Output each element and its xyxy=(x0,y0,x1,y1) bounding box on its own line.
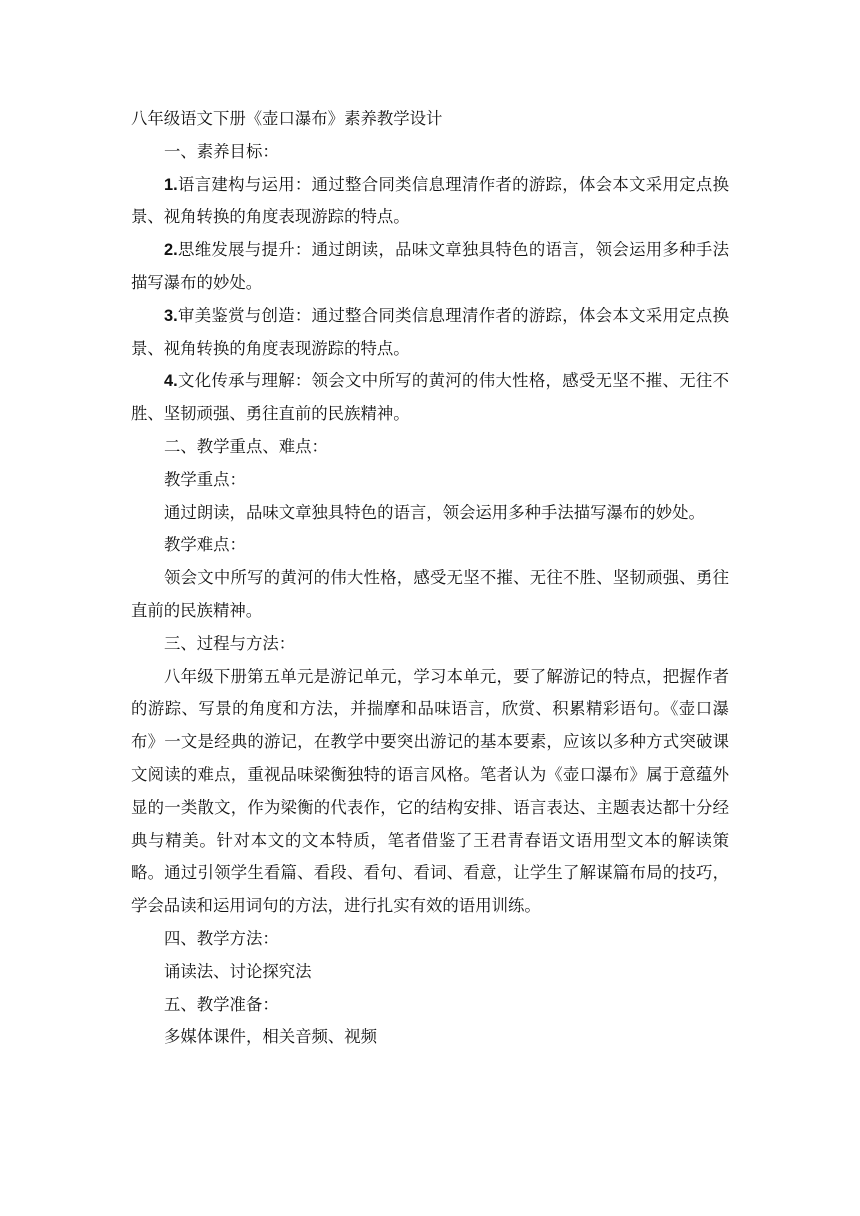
difficulty-text: 领会文中所写的黄河的伟大性格，感受无坚不摧、无往不胜、坚韧顽强、勇往直前的民族精神。 xyxy=(131,568,729,620)
goal-item-text: 思维发展与提升：通过朗读，品味文章独具特色的语言，领会运用多种手法描写瀑布的妙处。 xyxy=(131,240,729,292)
goal-item-1 xyxy=(131,169,729,235)
key-point-text: 通过朗读，品味文章独具特色的语言，领会运用多种手法描写瀑布的妙处。 xyxy=(164,502,705,522)
section-heading-key-points: 二、教学重点、难点： xyxy=(164,436,328,456)
section-heading-preparation: 五、教学准备： xyxy=(164,994,279,1014)
document-title: 八年级语文下册《壶口瀑布》素养教学设计 xyxy=(131,109,443,128)
goal-item-2 xyxy=(131,234,729,300)
process-paragraph: 八年级下册第五单元是游记单元，学习本单元，要了解游记的特点，把握作者的游踪、写景的角度和方法，并揣摩和品味语言，欣赏、积累精彩语句。《壶口瀑布》一文是经典的游记，在教学中要突出游记的基本要素，应该以多种方式突破课文阅读的难点，重视品味梁衡独特的语言风格。笔者认为《壶口瀑布》属于意蕴外显的一类散文，作为梁衡的代表作，它的结构安排、语言表达、主题表达都十分经典与精美。针对本文的文本特质，笔者借鉴了王君青春语文语用型文本的解读策略。通过引领学生看篇、看段、看句、看词、看意，让学生了解谋篇布局的技巧，学会品读和运用词句的方法，进行扎实有效的语用训练。 xyxy=(131,666,729,916)
goal-item-number: 3. xyxy=(164,306,178,325)
document-body xyxy=(131,103,729,1054)
difficulty-label: 教学难点： xyxy=(164,535,246,555)
section-heading-process: 三、过程与方法： xyxy=(164,633,296,653)
preparation-text: 多媒体课件，相关音频、视频 xyxy=(164,1027,378,1047)
goal-item-number: 2. xyxy=(164,241,178,260)
goal-item-number: 4. xyxy=(164,372,178,391)
goal-item-number: 1. xyxy=(164,175,178,194)
section-heading-goals: 一、素养目标： xyxy=(164,141,279,161)
key-point-label: 教学重点： xyxy=(164,469,246,489)
section-heading-methods: 四、教学方法： xyxy=(164,928,279,948)
methods-text: 诵读法、讨论探究法 xyxy=(164,961,312,981)
goal-item-text: 文化传承与理解：领会文中所写的黄河的伟大性格，感受无坚不摧、无往不胜、坚韧顽强、勇往直前的民族精神。 xyxy=(131,371,729,424)
goal-item-3 xyxy=(131,300,729,366)
goal-item-4 xyxy=(131,365,729,431)
goal-item-text: 语言建构与运用：通过整合同类信息理清作者的游踪，体会本文采用定点换景、视角转换的角度表现游踪的特点。 xyxy=(131,174,729,227)
goal-item-text: 审美鉴赏与创造：通过整合同类信息理清作者的游踪，体会本文采用定点换景、视角转换的角度表现游踪的特点。 xyxy=(131,305,729,358)
